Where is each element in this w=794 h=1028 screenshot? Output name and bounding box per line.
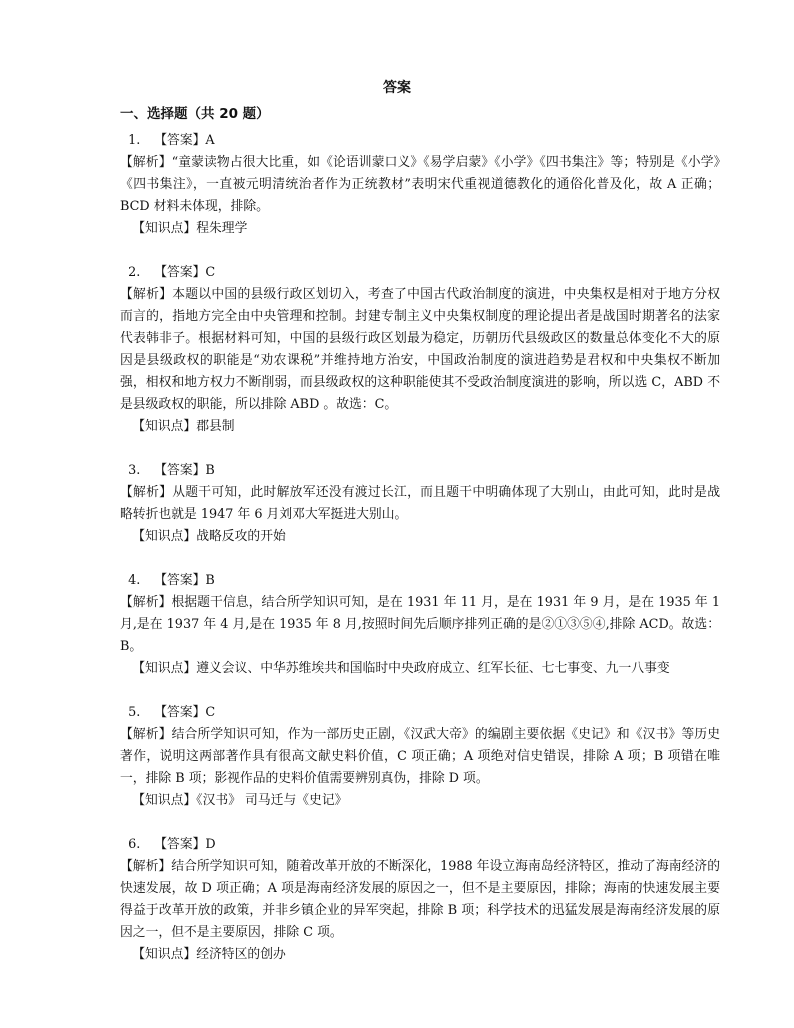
answer-line: 5. 【答案】C bbox=[128, 705, 216, 720]
knowledge-point: 【知识点】程朱理学 bbox=[132, 221, 248, 236]
answer-line: 1. 【答案】A bbox=[128, 133, 215, 148]
knowledge-point: 【知识点】战略反攻的开始 bbox=[132, 529, 286, 544]
answer-line: 2. 【答案】C bbox=[128, 265, 216, 280]
knowledge-point: 【知识点】郡县制 bbox=[132, 419, 235, 434]
answer-value: D bbox=[205, 837, 216, 852]
analysis-text: 【解析】本题以中国的县级行政区划切入，考查了中国古代政治制度的演进，中央集权是相对于地方分权而言的，指地方完全由中央管理和控制。封建专制主义中央集权制度的理论提出者是战国时期著名的法家代表韩非子。根据材料可知，中国的县级行政区划最为稳定，历朝历代县级政区的数量总体变化不大的原因是县级政权的职能是“劝农课税”并维持地方治安，中国政治制度的演进趋势是君权和中央集权不断加强，相权和地方权力不断削弱，而县级政权的这种职能使其不受政治制度演进的影响，所以选 C，ABD 不是县级政权的职能，所以排除 ABD 。故选：C。 bbox=[120, 287, 721, 412]
section-heading: 一、选择题（共 20 题） bbox=[120, 106, 270, 122]
answer-value: C bbox=[205, 705, 216, 720]
analysis-text: 【解析】结合所学知识可知，作为一部历史正剧，《汉武大帝》的编剧主要依据《史记》和《汉书》等历史著作，说明这两部著作具有很高文献史料价值，C 项正确；A 项绝对信史错误，排除 A 项；B 项错在唯一，排除 B 项；影视作品的史料价值需要辨别真伪，排除 D 项。 bbox=[120, 727, 720, 786]
question-item bbox=[120, 262, 720, 460]
page-title: 答案 bbox=[383, 80, 411, 96]
knowledge-point: 【知识点】经济特区的创办 bbox=[132, 947, 286, 962]
answer-value: A bbox=[205, 133, 215, 148]
answer-line: 6. 【答案】D bbox=[128, 837, 216, 852]
question-item bbox=[120, 130, 720, 262]
answer-line: 4. 【答案】B bbox=[128, 573, 215, 588]
knowledge-point: 【知识点】《汉书》 司马迁与《史记》 bbox=[132, 793, 348, 808]
answer-value: B bbox=[205, 573, 215, 588]
answer-line: 3. 【答案】B bbox=[128, 463, 215, 478]
question-item bbox=[120, 702, 720, 834]
answer-value: C bbox=[205, 265, 216, 280]
analysis-text: 【解析】结合所学知识可知，随着改革开放的不断深化，1988 年设立海南岛经济特区，推动了海南经济的快速发展，故 D 项正确；A 项是海南经济发展的原因之一，但不是主要原因，排除；海南的快速发展主要得益于改革开放的政策，并非乡镇企业的异军突起，排除 B 项；科学技术的迅猛发展是海南经济发展的原因之一，但不是主要原因，排除 C 项。 bbox=[120, 859, 720, 940]
question-item bbox=[120, 570, 720, 702]
answer-value: B bbox=[205, 463, 215, 478]
question-list bbox=[120, 130, 720, 966]
knowledge-point: 【知识点】遵义会议、中华苏维埃共和国临时中央政府成立、红军长征、七七事变、九一八事变 bbox=[132, 661, 670, 676]
analysis-text: 【解析】“童蒙读物占很大比重，如《论语训蒙口义》《易学启蒙》《小学》《四书集注》等；特别是《小学》《四书集注》，一直被元明清统治者作为正统教材”表明宋代重视道德教化的通俗化普及化，故 A 正确；BCD 材料未体现，排除。 bbox=[120, 155, 720, 214]
question-item bbox=[120, 460, 720, 570]
question-item bbox=[120, 834, 720, 966]
analysis-text: 【解析】从题干可知，此时解放军还没有渡过长江，而且题干中明确体现了大别山，由此可知，此时是战略转折也就是 1947 年 6 月刘邓大军挺进大别山。 bbox=[120, 485, 721, 522]
analysis-text: 【解析】根据题干信息，结合所学知识可知，是在 1931 年 11 月，是在 1931 年 9 月，是在 1935 年 1 月,是在 1937 年 4 月,是在 1935 年 8 月,按照时间先后顺序排列正确的是②①③⑤④,排除 ACD。故选：B。 bbox=[120, 595, 721, 654]
